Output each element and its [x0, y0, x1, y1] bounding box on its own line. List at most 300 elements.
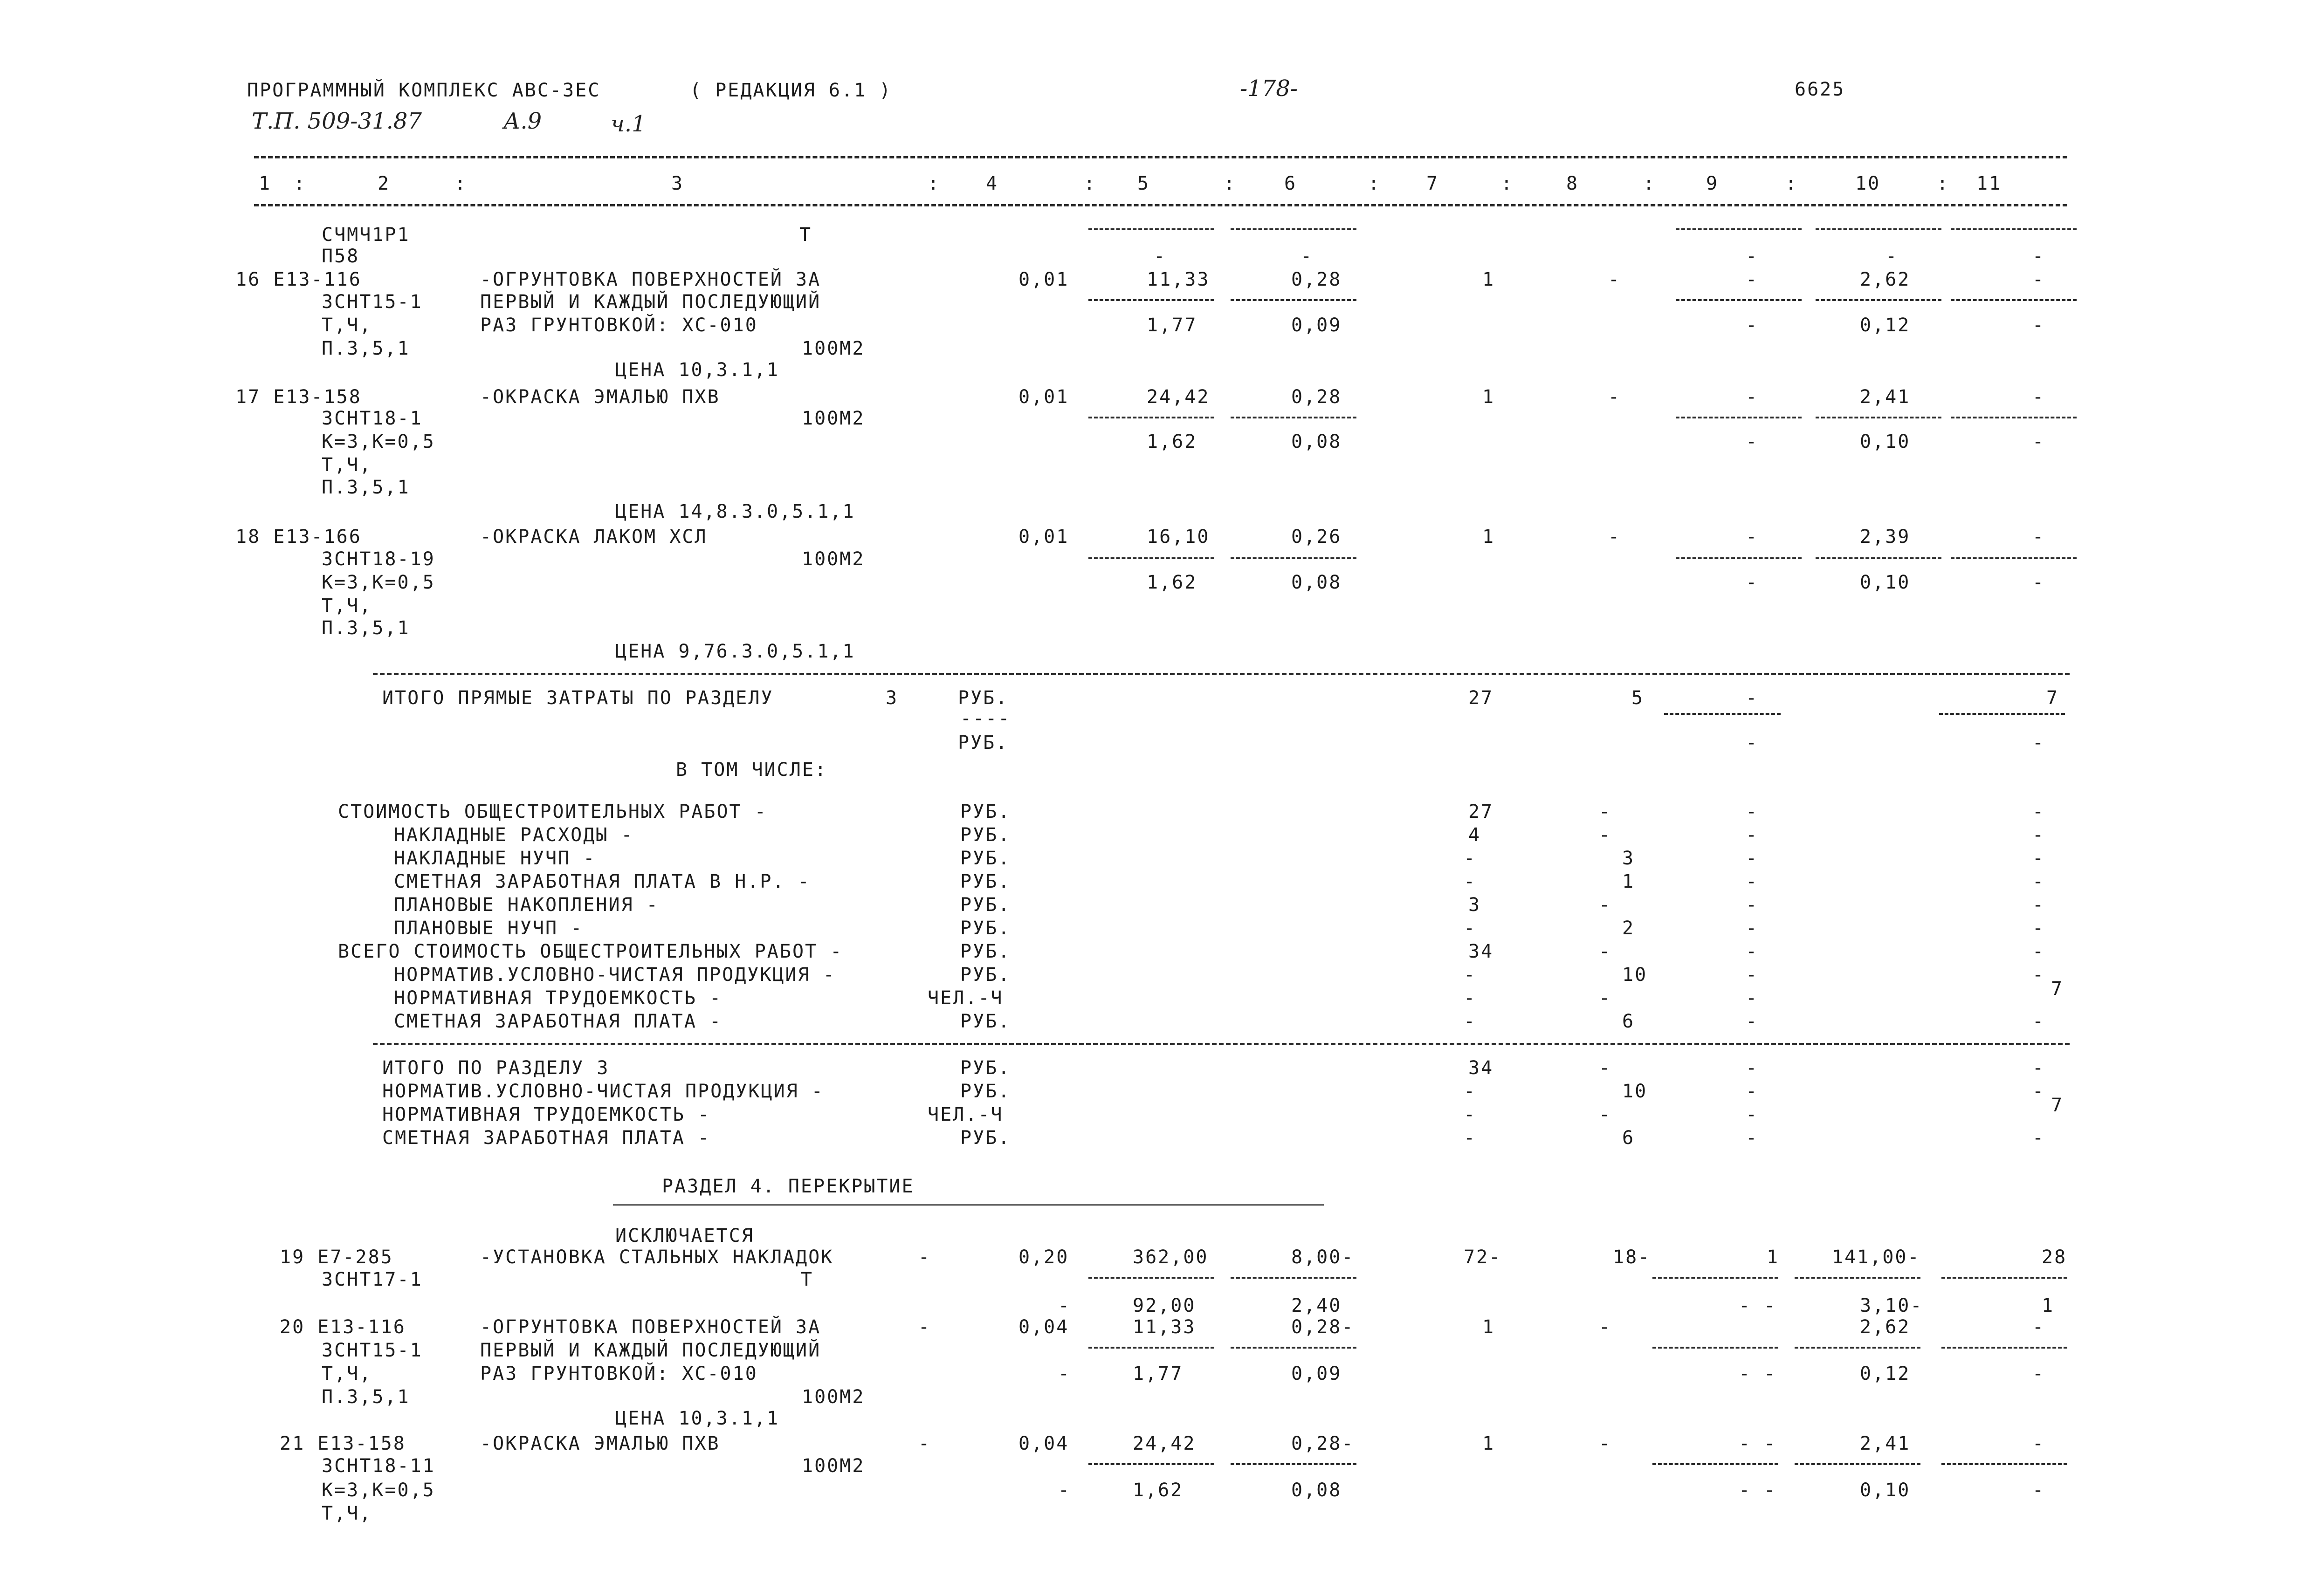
cell-r1-c9: -: [1746, 246, 1759, 267]
section-total-c9: -: [1746, 1057, 1759, 1079]
breakdown-c7: -: [1464, 1011, 1477, 1032]
cell-r4-c10: 0,12: [1860, 315, 1911, 336]
cell-r9-c9: -: [1746, 431, 1759, 452]
s4-cell-unit: 100М2: [802, 1455, 865, 1477]
breakdown-c11: -: [2032, 848, 2045, 869]
cell-r4-c11: -: [2032, 315, 2045, 336]
cell-r7-c8: -: [1608, 386, 1621, 408]
cell-r1-c6: -: [1300, 246, 1314, 267]
cell-r15-c5: 1,62: [1147, 572, 1197, 593]
breakdown-c9: -: [1746, 918, 1759, 939]
cell-r15-c11: -: [2032, 572, 2045, 593]
subtotal-dashes: [1676, 228, 1802, 230]
s4-cell-c3: -ОКРАСКА ЭМАЛЬЮ ПХВ: [480, 1433, 720, 1454]
s4-cell-c6: 0,09: [1291, 1363, 1342, 1384]
section-total-c11: 7: [2051, 1095, 2064, 1116]
breakdown-c11: -: [2032, 801, 2045, 822]
breakdown-c11: -: [2032, 1011, 2045, 1032]
cell-r1-c11: -: [2032, 246, 2045, 267]
s4-cell-c6: 0,28-: [1291, 1316, 1355, 1338]
s4-cell-c6: 0,08: [1291, 1480, 1342, 1501]
s4-cell-c3-unit: Т: [801, 1269, 814, 1290]
total-c11-dashes: [1939, 713, 2065, 715]
column-header-8: 8: [1566, 173, 1579, 194]
subtotal-dashes: [1088, 228, 1214, 230]
program-name: ПРОГРАММНЫЙ КОМПЛЕКС АВС-ЗЕС: [247, 80, 601, 101]
s4-subtotal-dashes: [1231, 1347, 1356, 1349]
header-rule-bottom: [254, 204, 2067, 206]
s4-cell-c4-dash: -: [1058, 1295, 1071, 1316]
cell-r14-c3: 100М2: [802, 548, 865, 570]
breakdown-unit: РУБ.: [960, 801, 1011, 822]
handwritten-project-ref: Т.П. 509-31.87: [252, 108, 422, 134]
s4-cell-c6: 0,28-: [1291, 1433, 1355, 1454]
s4-subtotal-dashes: [1652, 1277, 1778, 1279]
s4-cell-c8: -: [1599, 1316, 1612, 1338]
column-separator: :: [1224, 173, 1237, 194]
cell-r9-c5: 1,62: [1147, 431, 1197, 452]
cell-r13-c9: -: [1746, 526, 1759, 548]
cell-r14-c1: ЗСНТ18-19: [322, 548, 435, 570]
breakdown-unit: РУБ.: [960, 871, 1011, 892]
section-total-label: ИТОГО ПО РАЗДЕЛУ 3: [382, 1057, 610, 1079]
cell-r5-c3: 100М2: [802, 338, 865, 359]
breakdown-c7: 3: [1468, 894, 1481, 916]
breakdown-unit: РУБ.: [960, 918, 1011, 939]
column-separator: :: [1785, 173, 1798, 194]
in-that-heading: В ТОМ ЧИСЛЕ:: [676, 759, 827, 781]
cell-r13-c5: 16,10: [1147, 526, 1210, 548]
header-rule-top: [254, 156, 2067, 158]
subtotal-dashes: [1231, 228, 1356, 230]
breakdown-unit: РУБ.: [960, 941, 1011, 962]
total-c9-second: -: [1746, 732, 1759, 753]
cell-r13-c8: -: [1608, 526, 1621, 548]
cell-r7-c4: 0,01: [1018, 386, 1069, 408]
breakdown-c9: -: [1746, 941, 1759, 962]
breakdown-c8: -: [1599, 801, 1612, 822]
cell-r8-c1: ЗСНТ18-1: [322, 408, 423, 429]
s4-cell-c4: 0,04: [1018, 1316, 1069, 1338]
breakdown-unit: РУБ.: [960, 824, 1011, 846]
program-edition: ( РЕДАКЦИЯ 6.1 ): [690, 80, 892, 101]
s4-subtotal-dashes: [1795, 1277, 1920, 1279]
breakdown-label: НАКЛАДНЫЕ РАСХОДЫ -: [394, 824, 634, 846]
breakdown-c11: -: [2032, 918, 2045, 939]
s4-cell-dash: -: [918, 1247, 931, 1268]
s4-cell-dash: -: [918, 1433, 931, 1454]
breakdown-c11: 7: [2051, 978, 2064, 1000]
cell-r7-c9: -: [1746, 386, 1759, 408]
s4-cell-c5: 362,00: [1133, 1247, 1209, 1268]
cell-r3-c1: ЗСНТ15-1: [322, 291, 423, 313]
cell-r2-c11: -: [2032, 269, 2045, 290]
s4-cell-c6: 2,40: [1291, 1295, 1342, 1316]
s4-cell-c2: Т,Ч,: [322, 1363, 372, 1384]
column-header-4: 4: [986, 173, 999, 194]
subtotal-dashes: [1676, 557, 1802, 559]
s4-cell-c10: 3,10-: [1860, 1295, 1923, 1316]
breakdown-c9: -: [1746, 987, 1759, 1009]
column-header-11: 11: [1976, 173, 2002, 194]
s4-cell-c2: Т,Ч,: [322, 1503, 372, 1524]
breakdown-c9: -: [1746, 848, 1759, 869]
s4-cell-c9: - -: [1739, 1480, 1777, 1501]
s4-subtotal-dashes: [1231, 1463, 1356, 1465]
column-header-6: 6: [1284, 173, 1297, 194]
cell-r1-c1: П58: [322, 246, 360, 267]
s4-price-note: ЦЕНА 10,3.1,1: [615, 1408, 780, 1429]
s4-cell-c11: -: [2032, 1480, 2045, 1501]
breakdown-c8-value: 1: [1622, 871, 1635, 892]
s4-cell-c11: -: [2032, 1433, 2045, 1454]
subtotal-dashes: [1951, 417, 2077, 418]
cell-r2-c8: -: [1608, 269, 1621, 290]
section-total-c8-value: 10: [1622, 1081, 1648, 1102]
total-c9: -: [1746, 687, 1759, 709]
s4-subtotal-dashes: [1231, 1277, 1356, 1279]
section-total-c11: -: [2032, 1127, 2045, 1149]
subtotal-dashes: [1231, 299, 1356, 301]
cell-r2-c9: -: [1746, 269, 1759, 290]
s4-cell-c6: 8,00-: [1291, 1247, 1355, 1268]
section-total-c7: -: [1464, 1081, 1477, 1102]
total-c8: 5: [1631, 687, 1645, 709]
cell-r16-c1: Т,Ч,: [322, 595, 372, 616]
s4-cell-c5: 92,00: [1133, 1295, 1196, 1316]
s4-subtotal-dashes: [1652, 1463, 1778, 1465]
breakdown-c11: -: [2032, 824, 2045, 846]
cell-r8-c3: 100М2: [802, 408, 865, 429]
subtotal-dashes: [1816, 557, 1941, 559]
cell-r9-c6: 0,08: [1291, 431, 1342, 452]
s4-cell-c2: 21 Е13-158: [280, 1433, 406, 1454]
column-header-7: 7: [1426, 173, 1439, 194]
s4-cell-c3: РАЗ ГРУНТОВКОЙ: ХС-010: [480, 1363, 758, 1384]
breakdown-c9: -: [1746, 871, 1759, 892]
breakdown-c7: -: [1464, 918, 1477, 939]
column-separator: :: [1937, 173, 1950, 194]
s4-cell-c5: 24,42: [1133, 1433, 1196, 1454]
breakdown-label: СТОИМОСТЬ ОБЩЕСТРОИТЕЛЬНЫХ РАБОТ -: [338, 801, 767, 822]
cell-r15-c9: -: [1746, 572, 1759, 593]
s4-cell-c10: 2,62: [1860, 1316, 1911, 1338]
breakdown-label: ПЛАНОВЫЕ НУЧП -: [394, 918, 584, 939]
section-total-c8: -: [1599, 1104, 1612, 1125]
s4-cell-c4-dash: -: [1058, 1480, 1071, 1501]
s4-cell-c8: 18-: [1613, 1247, 1651, 1268]
s4-cell-c2: 20 Е13-116: [280, 1316, 406, 1338]
total-unit: РУБ.: [958, 687, 1009, 709]
s4-cell-c11: 28: [2042, 1247, 2067, 1268]
subtotal-dashes: [1816, 228, 1941, 230]
subtotal-dashes: [1951, 299, 2077, 301]
cell-r7-c2: -ОКРАСКА ЭМАЛЬЮ ПХВ: [480, 386, 720, 408]
column-separator: :: [294, 173, 307, 194]
breakdown-unit: ЧЕЛ.-Ч: [928, 987, 1004, 1009]
breakdown-c11: -: [2032, 894, 2045, 916]
breakdown-c7: -: [1464, 964, 1477, 986]
column-header-5: 5: [1137, 173, 1150, 194]
section-total-label: СМЕТНАЯ ЗАРАБОТНАЯ ПЛАТА -: [382, 1127, 711, 1149]
breakdown-c8: -: [1599, 824, 1612, 846]
s4-cell-c2: ЗСНТ17-1: [322, 1269, 423, 1290]
cell-r13-c11: -: [2032, 526, 2045, 548]
s4-cell-c10: 0,10: [1860, 1480, 1911, 1501]
page-number: -178-: [1240, 75, 1298, 102]
breakdown-c8-value: 2: [1622, 918, 1635, 939]
cell-r0-c1: СЧМЧ1Р1: [322, 224, 410, 246]
s4-cell-c4: 0,20: [1018, 1247, 1069, 1268]
total-dashes: ----: [960, 708, 1011, 729]
subtotal-dashes: [1676, 417, 1802, 418]
breakdown-unit: РУБ.: [960, 848, 1011, 869]
total-c11: 7: [2046, 687, 2059, 709]
breakdown-unit: РУБ.: [960, 1011, 1011, 1032]
breakdown-unit: РУБ.: [960, 894, 1011, 916]
breakdown-c7: 4: [1468, 824, 1481, 846]
cell-r6-c2: ЦЕНА 10,3.1,1: [615, 359, 780, 381]
s4-cell-c3: -УСТАНОВКА СТАЛЬНЫХ НАКЛАДОК: [480, 1247, 834, 1268]
cell-r7-c11: -: [2032, 386, 2045, 408]
breakdown-label: ВСЕГО СТОИМОСТЬ ОБЩЕСТРОИТЕЛЬНЫХ РАБОТ -: [338, 941, 843, 962]
column-separator: :: [928, 173, 941, 194]
section-total-c8-value: 6: [1622, 1127, 1635, 1149]
subtotal-dashes: [1676, 299, 1802, 301]
breakdown-c9: -: [1746, 1011, 1759, 1032]
cell-r18-c2: ЦЕНА 9,76.3.0,5.1,1: [615, 641, 855, 662]
section-total-c11: -: [2032, 1057, 2045, 1079]
breakdown-c11: -: [2032, 964, 2045, 986]
cell-r13-c1: 18 Е13-166: [235, 526, 362, 548]
cell-r7-c5: 24,42: [1147, 386, 1210, 408]
s4-subtotal-dashes: [1941, 1463, 2067, 1465]
s4-cell-c5: 1,62: [1133, 1480, 1184, 1501]
cell-r4-c1: Т,Ч,: [322, 315, 372, 336]
s4-cell-c2: ЗСНТ15-1: [322, 1340, 423, 1361]
cell-r1-c5: -: [1154, 246, 1167, 267]
cell-r2-c6: 0,28: [1291, 269, 1342, 290]
s4-cell-c5: 1,77: [1133, 1363, 1184, 1384]
document-code: 6625: [1795, 79, 1845, 100]
s4-subtotal-dashes: [1941, 1347, 2067, 1349]
column-header-9: 9: [1706, 173, 1719, 194]
cell-r10-c1: Т,Ч,: [322, 454, 372, 476]
column-header-1: 1: [259, 173, 272, 194]
cell-r11-c1: П.3,5,1: [322, 477, 410, 498]
breakdown-c7: -: [1464, 871, 1477, 892]
s4-cell-c2: 19 Е7-285: [280, 1247, 393, 1268]
breakdown-c8: -: [1599, 941, 1612, 962]
cell-r5-c1: П.3,5,1: [322, 338, 410, 359]
subtotal-dashes: [1816, 299, 1941, 301]
cell-r13-c4: 0,01: [1018, 526, 1069, 548]
breakdown-label: НАКЛАДНЫЕ НУЧП -: [394, 848, 596, 869]
section3-subtotal-rule: [373, 1043, 2070, 1045]
subtotal-dashes: [1231, 417, 1356, 418]
cell-r2-c5: 11,33: [1147, 269, 1210, 290]
s4-cell-c10: 0,12: [1860, 1363, 1911, 1384]
s4-cell-c2: К=3,К=0,5: [322, 1480, 435, 1501]
breakdown-c7: 34: [1468, 941, 1494, 962]
section-total-c9: -: [1746, 1081, 1759, 1102]
breakdown-c7: -: [1464, 848, 1477, 869]
s4-cell-dash: -: [918, 1316, 931, 1338]
s4-subtotal-dashes: [1795, 1463, 1920, 1465]
subtotal-dashes: [1816, 417, 1941, 418]
cell-r13-c10: 2,39: [1860, 526, 1911, 548]
breakdown-c8-value: 6: [1622, 1011, 1635, 1032]
subtotal-dashes: [1951, 228, 2077, 230]
breakdown-label: СМЕТНАЯ ЗАРАБОТНАЯ ПЛАТА -: [394, 1011, 722, 1032]
cell-r15-c10: 0,10: [1860, 572, 1911, 593]
section-total-c9: -: [1746, 1127, 1759, 1149]
section-total-unit: РУБ.: [960, 1127, 1011, 1149]
section-total-label: НОРМАТИВ.УСЛОВНО-ЧИСТАЯ ПРОДУКЦИЯ -: [382, 1081, 824, 1102]
s4-cell-c10: 141,00-: [1832, 1247, 1920, 1268]
cell-r13-c7: 1: [1482, 526, 1495, 548]
breakdown-c8-value: 10: [1622, 964, 1648, 986]
s4-cell-c9: - -: [1739, 1295, 1777, 1316]
cell-r7-c10: 2,41: [1860, 386, 1911, 408]
s4-cell-c11: -: [2032, 1316, 2045, 1338]
s4-cell-c10: 2,41: [1860, 1433, 1911, 1454]
breakdown-label: НОРМАТИВНАЯ ТРУДОЕМКОСТЬ -: [394, 987, 722, 1009]
cell-r13-c2: -ОКРАСКА ЛАКОМ ХСЛ: [480, 526, 708, 548]
s4-cell-c11: 1: [2042, 1295, 2055, 1316]
breakdown-label: СМЕТНАЯ ЗАРАБОТНАЯ ПЛАТА В Н.Р. -: [394, 871, 811, 892]
s4-cell-c2: П.3,5,1: [322, 1386, 410, 1408]
total-section-number: 3: [886, 687, 899, 709]
cell-r9-c11: -: [2032, 431, 2045, 452]
section-total-c9: -: [1746, 1104, 1759, 1125]
cell-r4-c2: РАЗ ГРУНТОВКОЙ: ХС-010: [480, 315, 758, 336]
total-unit-second: РУБ.: [958, 732, 1009, 753]
section-total-unit: РУБ.: [960, 1081, 1011, 1102]
breakdown-c7: 27: [1468, 801, 1494, 822]
cell-r2-c10: 2,62: [1860, 269, 1911, 290]
cell-r2-c2: -ОГРУНТОВКА ПОВЕРХНОСТЕЙ ЗА: [480, 269, 821, 290]
breakdown-unit: РУБ.: [960, 964, 1011, 986]
cell-r15-c6: 0,08: [1291, 572, 1342, 593]
section-total-unit: ЧЕЛ.-Ч: [928, 1104, 1004, 1125]
subtotal-dashes: [1088, 299, 1214, 301]
column-header-10: 10: [1855, 173, 1881, 194]
total-c9-dashes: [1664, 713, 1781, 715]
s4-cell-c7: 72-: [1464, 1247, 1502, 1268]
total-c11-second: -: [2032, 732, 2045, 753]
breakdown-label: ПЛАНОВЫЕ НАКОПЛЕНИЯ -: [394, 894, 659, 916]
column-separator: :: [1084, 173, 1097, 194]
excluded-heading: ИСКЛЮЧАЕТСЯ: [615, 1225, 754, 1247]
s4-cell-c4: 0,04: [1018, 1433, 1069, 1454]
cell-r7-c7: 1: [1482, 386, 1495, 408]
s4-cell-c3: -ОГРУНТОВКА ПОВЕРХНОСТЕЙ ЗА: [480, 1316, 821, 1338]
s4-cell-c9: - -: [1739, 1433, 1777, 1454]
s4-subtotal-dashes: [1088, 1463, 1214, 1465]
s4-cell-c9: - -: [1739, 1363, 1777, 1384]
subtotal-dashes: [1088, 557, 1214, 559]
section-total-unit: РУБ.: [960, 1057, 1011, 1079]
s4-cell-c8: -: [1599, 1433, 1612, 1454]
s4-cell-c5: 11,33: [1133, 1316, 1196, 1338]
s4-cell-unit: 100М2: [802, 1386, 865, 1408]
breakdown-c8-value: 3: [1622, 848, 1635, 869]
s4-subtotal-dashes: [1088, 1347, 1214, 1349]
cell-r4-c6: 0,09: [1291, 315, 1342, 336]
column-separator: :: [1643, 173, 1656, 194]
cell-r12-c2: ЦЕНА 14,8.3.0,5.1,1: [615, 501, 855, 522]
s4-subtotal-dashes: [1088, 1277, 1214, 1279]
s4-cell-c7: 1: [1482, 1316, 1495, 1338]
column-separator: :: [1368, 173, 1381, 194]
column-header-2: 2: [378, 173, 391, 194]
s4-cell-c11: -: [2032, 1363, 2045, 1384]
section3-total-rule: [373, 673, 2070, 675]
cell-r9-c10: 0,10: [1860, 431, 1911, 452]
section-total-c7: 34: [1468, 1057, 1494, 1079]
s4-cell-c3: ПЕРВЫЙ И КАЖДЫЙ ПОСЛЕДУЮЩИЙ: [480, 1340, 821, 1361]
s4-cell-c4-dash: -: [1058, 1363, 1071, 1384]
cell-r4-c9: -: [1746, 315, 1759, 336]
subtotal-dashes: [1231, 557, 1356, 559]
cell-r1-c10: -: [1885, 246, 1899, 267]
subtotal-dashes: [1088, 417, 1214, 418]
breakdown-c9: -: [1746, 964, 1759, 986]
breakdown-c8: -: [1599, 987, 1612, 1009]
s4-cell-c7: 1: [1482, 1433, 1495, 1454]
breakdown-c11: -: [2032, 871, 2045, 892]
cell-r15-c1: К=3,К=0,5: [322, 572, 435, 593]
breakdown-c9: -: [1746, 894, 1759, 916]
s4-cell-c2: ЗСНТ18-11: [322, 1455, 435, 1477]
s4-subtotal-dashes: [1652, 1347, 1778, 1349]
breakdown-c7: -: [1464, 987, 1477, 1009]
handwritten-album-ref: А.9: [503, 108, 542, 134]
section-total-label: НОРМАТИВНАЯ ТРУДОЕМКОСТЬ -: [382, 1104, 711, 1125]
cell-r17-c1: П.3,5,1: [322, 617, 410, 639]
column-separator: :: [1501, 173, 1514, 194]
cell-r9-c1: К=3,К=0,5: [322, 431, 435, 452]
column-separator: :: [454, 173, 468, 194]
s4-cell-c9: 1: [1767, 1247, 1780, 1268]
cell-r0-c3: Т: [799, 224, 812, 246]
cell-r3-c2: ПЕРВЫЙ И КАЖДЫЙ ПОСЛЕДУЮЩИЙ: [480, 291, 821, 313]
breakdown-c8: -: [1599, 894, 1612, 916]
cell-r7-c6: 0,28: [1291, 386, 1342, 408]
breakdown-c9: -: [1746, 801, 1759, 822]
subtotal-dashes: [1951, 557, 2077, 559]
column-header-3: 3: [671, 173, 684, 194]
cell-r2-c7: 1: [1482, 269, 1495, 290]
total-c7: 27: [1468, 687, 1494, 709]
section4-title-underline: [613, 1204, 1324, 1208]
section-total-c7: -: [1464, 1104, 1477, 1125]
cell-r4-c5: 1,77: [1147, 315, 1197, 336]
section-total-c7: -: [1464, 1127, 1477, 1149]
section4-title: РАЗДЕЛ 4. ПЕРЕКРЫТИЕ: [662, 1176, 915, 1197]
breakdown-label: НОРМАТИВ.УСЛОВНО-ЧИСТАЯ ПРОДУКЦИЯ -: [394, 964, 836, 986]
section-total-c11: -: [2032, 1081, 2045, 1102]
handwritten-part-ref: ч.1: [611, 111, 646, 137]
s4-subtotal-dashes: [1795, 1347, 1920, 1349]
cell-r7-c1: 17 Е13-158: [235, 386, 362, 408]
total-direct-costs-label: ИТОГО ПРЯМЫЕ ЗАТРАТЫ ПО РАЗДЕЛУ: [382, 687, 774, 709]
breakdown-c11: -: [2032, 941, 2045, 962]
cell-r2-c1: 16 Е13-116: [235, 269, 362, 290]
cell-r2-c4: 0,01: [1018, 269, 1069, 290]
cell-r13-c6: 0,26: [1291, 526, 1342, 548]
